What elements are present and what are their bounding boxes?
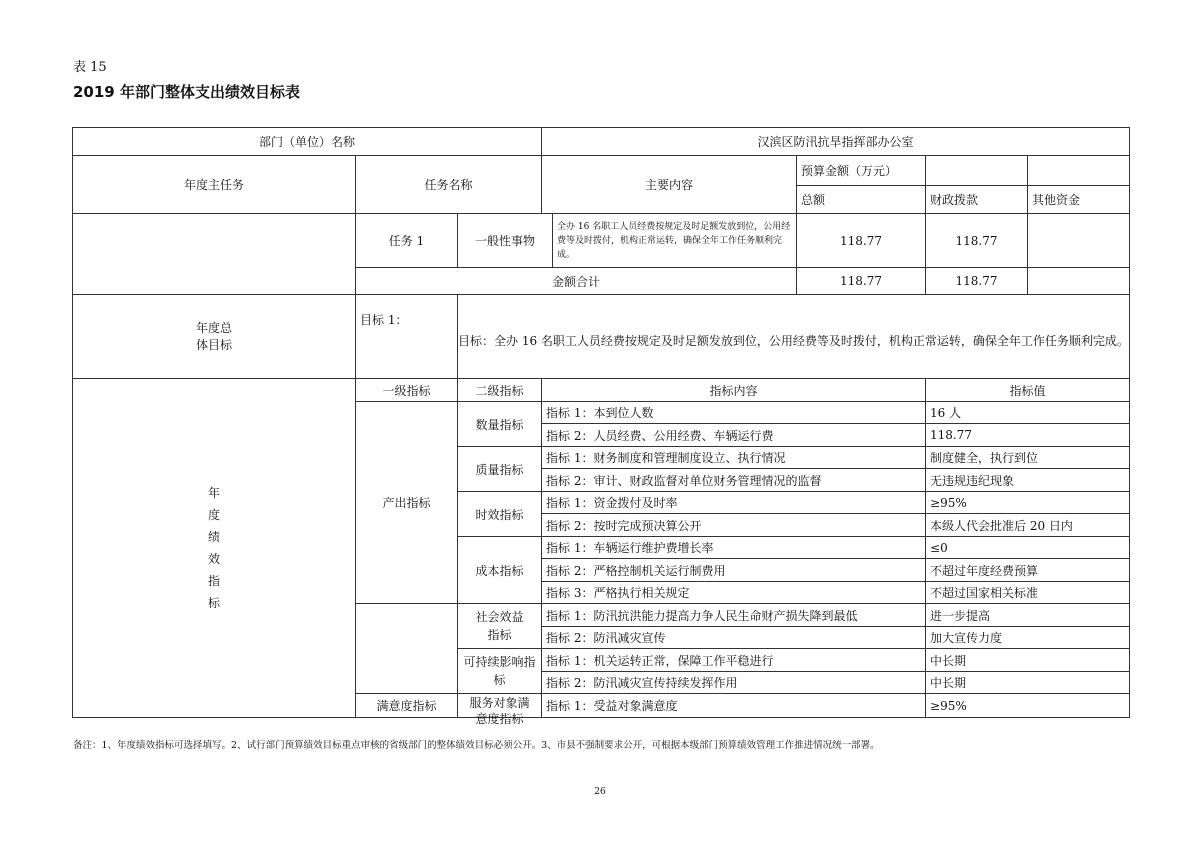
- group-timeliness: 时效指标: [458, 492, 542, 537]
- indicator-content: 指标 1：财务制度和管理制度设立、执行情况: [542, 447, 926, 469]
- task1-content: 全办 16 名职工人员经费按规定及时足额发放到位，公用经费等及时拨付，机构正常运转，确保全年工作任务顺利完成。: [553, 214, 797, 268]
- indicator-content: 指标 2：防汛减灾宣传: [542, 627, 926, 649]
- indicator-value: 16 人: [926, 402, 1130, 424]
- sum-other: [1028, 268, 1130, 295]
- fiscal-header: 财政拨款: [926, 186, 1028, 214]
- performance-table: [72, 127, 1130, 726]
- indicator-content: 指标 2：严格控制机关运行制费用: [542, 559, 926, 582]
- indicator-value: 本级人代会批准后 20 日内: [926, 514, 1130, 537]
- unit-label: 部门（单位）名称: [73, 128, 542, 156]
- main-task-cell: [73, 214, 356, 295]
- group-social: [458, 604, 542, 649]
- indicator-value: 118.77: [926, 424, 1130, 447]
- indicator-content: 指标 1：机关运转正常，保障工作平稳进行: [542, 649, 926, 672]
- indicators-section-text: 年度绩效指标: [208, 486, 221, 610]
- indicator-content: 指标 1：本到位人数: [542, 402, 926, 424]
- main-task-header: 年度主任务: [73, 156, 356, 214]
- level1-effect-blank: [356, 604, 458, 694]
- budget-blank-1: [926, 156, 1028, 186]
- sum-label: 金额合计: [356, 268, 797, 295]
- indicator-value: 不超过年度经费预算: [926, 559, 1130, 582]
- unit-value: 汉滨区防汛抗旱指挥部办公室: [542, 128, 1130, 156]
- indicator-value: 制度健全，执行到位: [926, 447, 1130, 469]
- task-name-header: 任务名称: [356, 156, 542, 214]
- indicator-value: ≥95%: [926, 694, 1130, 718]
- annual-goal-label-text: 年度总体目标: [196, 320, 233, 352]
- indicator-value: 加大宣传力度: [926, 627, 1130, 649]
- indicator-value: 中长期: [926, 672, 1130, 694]
- indicator-content: 指标 3：严格执行相关规定: [542, 582, 926, 604]
- level1-satisfaction: 满意度指标: [356, 694, 458, 718]
- col-level1: 一级指标: [356, 379, 458, 402]
- indicator-content: 指标 2：防汛减灾宣传持续发挥作用: [542, 672, 926, 694]
- goal-text: 目标：全办 16 名职工人员经费按规定及时足额发放到位，公用经费等及时拨付，机构正常运转，确保全年工作任务顺利完成。: [458, 295, 1130, 379]
- group-quality: 质量指标: [458, 447, 542, 492]
- group-sustain-text: 可持续影响指标: [463, 655, 536, 687]
- task1-other: [1028, 214, 1130, 268]
- col-level2: 二级指标: [458, 379, 542, 402]
- indicator-content: 指标 1：受益对象满意度: [542, 694, 926, 718]
- indicator-content: 指标 1：资金拨付及时率: [542, 492, 926, 514]
- group-social-text: 社会效益指标: [475, 610, 524, 642]
- task1-total: 118.77: [797, 214, 926, 268]
- table-number: 表 15: [73, 60, 107, 75]
- indicator-content: 指标 2：人员经费、公用经费、车辆运行费: [542, 424, 926, 447]
- indicator-content: 指标 1：防汛抗洪能力提高力争人民生命财产损失降到最低: [542, 604, 926, 627]
- task1-label: 任务 1: [356, 214, 458, 268]
- sum-total: 118.77: [797, 268, 926, 295]
- indicator-value: ≥95%: [926, 492, 1130, 514]
- col-content: 指标内容: [542, 379, 926, 402]
- indicator-value: ≤0: [926, 537, 1130, 559]
- group-service: [458, 694, 542, 726]
- indicator-content: 指标 2：审计、财政监督对单位财务管理情况的监督: [542, 469, 926, 492]
- indicator-value: 进一步提高: [926, 604, 1130, 627]
- group-service-text: 服务对象满意度指标: [469, 696, 530, 726]
- budget-amount-header: 预算金额（万元）: [797, 156, 926, 186]
- indicator-content: 指标 2：按时完成预决算公开: [542, 514, 926, 537]
- annual-goal-label: [73, 295, 356, 379]
- goal-label: 目标 1：: [356, 295, 458, 379]
- budget-blank-2: [1028, 156, 1130, 186]
- page-title: 2019 年部门整体支出绩效目标表: [73, 83, 300, 101]
- page-number: 26: [594, 787, 606, 797]
- main-content-header: 主要内容: [542, 156, 797, 214]
- sum-fiscal: 118.77: [926, 268, 1028, 295]
- col-value: 指标值: [926, 379, 1130, 402]
- task1-fiscal: 118.77: [926, 214, 1028, 268]
- group-quantity: 数量指标: [458, 402, 542, 447]
- group-sustain: [458, 649, 542, 694]
- group-cost: 成本指标: [458, 537, 542, 604]
- level1-output: 产出指标: [356, 402, 458, 604]
- indicator-value: 无违规违纪现象: [926, 469, 1130, 492]
- indicator-value: 中长期: [926, 649, 1130, 672]
- indicator-value: 不超过国家相关标准: [926, 582, 1130, 604]
- total-header: 总额: [797, 186, 926, 214]
- indicator-content: 指标 1：车辆运行维护费增长率: [542, 537, 926, 559]
- indicators-section-label: [73, 379, 356, 718]
- footnote: 备注：1、年度绩效指标可选择填写。2、试行部门预算绩效目标重点审核的省级部门的整体绩效目标必须公开。3、市县不强制要求公开，可根据本级部门预算绩效管理工作推进情况统一部署。: [73, 740, 880, 751]
- task1-name: 一般性事物: [458, 214, 553, 268]
- other-header: 其他资金: [1028, 186, 1130, 214]
